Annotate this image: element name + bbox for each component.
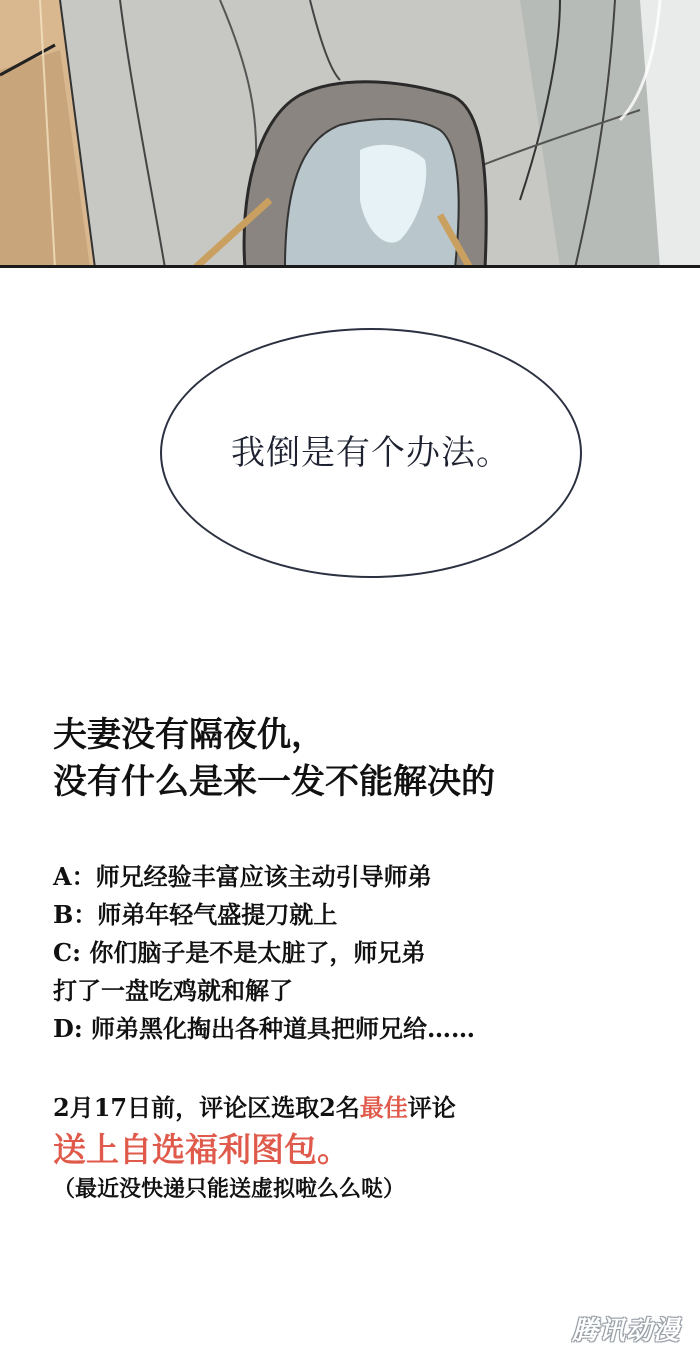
watermark-logo: 腾讯动漫 <box>571 1316 680 1346</box>
promo-line-2: 送上自选福利图包。 <box>53 1130 350 1169</box>
speech-bubble <box>160 328 582 578</box>
promo-line-1 <box>53 1090 673 1126</box>
headline-line-2: 没有什么是来一发不能解决的 <box>53 762 495 802</box>
comic-panel <box>0 0 700 268</box>
speech-bubble-text: 我倒是有个办法。 <box>231 432 511 473</box>
option-a: A：师兄经验丰富应该主动引导师弟 <box>53 862 432 891</box>
option-c-continued: 打了一盘吃鸡就和解了 <box>53 976 293 1005</box>
promo-notice <box>53 1090 673 1204</box>
poll-options <box>53 858 673 1048</box>
promo-line-1-suffix: 评论 <box>407 1093 456 1122</box>
comic-artwork <box>0 0 700 268</box>
promo-line-1-prefix: 2月17日前，评论区选取2名 <box>53 1093 360 1122</box>
headline-line-1: 夫妻没有隔夜仇， <box>53 715 325 755</box>
promo-highlight: 最佳 <box>359 1093 408 1122</box>
option-b: B：师弟年轻气盛提刀就上 <box>53 900 338 929</box>
option-c: C: 你们脑子是不是太脏了，师兄弟 <box>53 938 426 967</box>
headline <box>53 712 673 806</box>
option-d: D: 师弟黑化掏出各种道具把师兄给…… <box>53 1014 476 1043</box>
promo-line-3: （最近没快递只能送虚拟啦么么哒） <box>53 1176 406 1202</box>
